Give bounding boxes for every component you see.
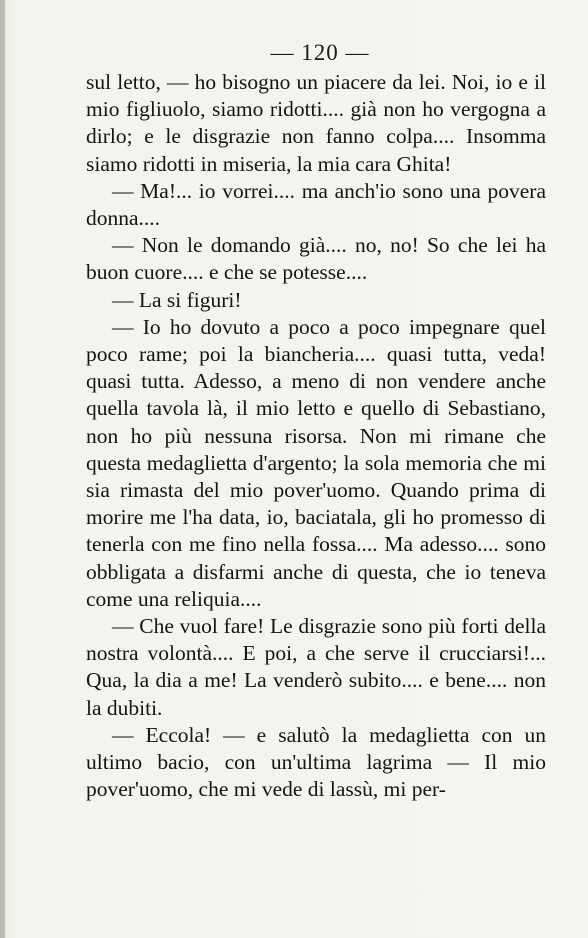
paragraph-7: — Eccola! — e salutò la medaglietta con un ultimo bacio, con un'ultima lagrima — Il mio pover'uomo, che mi vede di lassù, mi per- <box>86 722 546 802</box>
page-spine-edge <box>0 0 5 938</box>
paragraph-1: sul letto, — ho bisogno un piacere da lei. Noi, io e il mio figliuolo, siamo ridotti.... già non ho vergogna a dirlo; e le disgrazie non fanno colpa.... Insomma siamo ridotti in miseria, la mia cara Ghita! <box>86 70 546 176</box>
body-text <box>86 69 546 803</box>
page-number: — 120 — <box>270 40 370 65</box>
paragraph-2: — Ma!... io vorrei.... ma anch'io sono una povera donna.... <box>86 178 546 231</box>
paragraph-3: — Non le domando già.... no, no! So che lei ha buon cuore.... e che se potesse.... <box>86 233 546 285</box>
paragraph-5: — Io ho dovuto a poco a poco impegnare quel poco rame; poi la biancheria.... quasi tutta, veda! quasi tutta. Adesso, a meno di non vendere anche quella tavola là, il mio letto e quello di Sebastiano, non ho più nessuna risorsa. Non mi rimane che questa medaglietta d'argento; la sola memoria che mi sia rimasta del mio pover'uomo. Quando prima di morire me l'ha data, io, baciatala, gli ho promesso di tenerla con me fino nella fossa.... Ma adesso.... sono obbligata a disfarmi anche di questa, che io teneva come una reliquia.... <box>86 314 546 611</box>
paragraph-4: — La si figuri! <box>112 287 242 312</box>
paragraph-6: — Che vuol fare! Le disgrazie sono più forti della nostra volontà.... E poi, a che serve il crucciarsi!... Qua, la dia a me! La venderò subito.... e bene.... non la dubiti. <box>86 614 546 720</box>
